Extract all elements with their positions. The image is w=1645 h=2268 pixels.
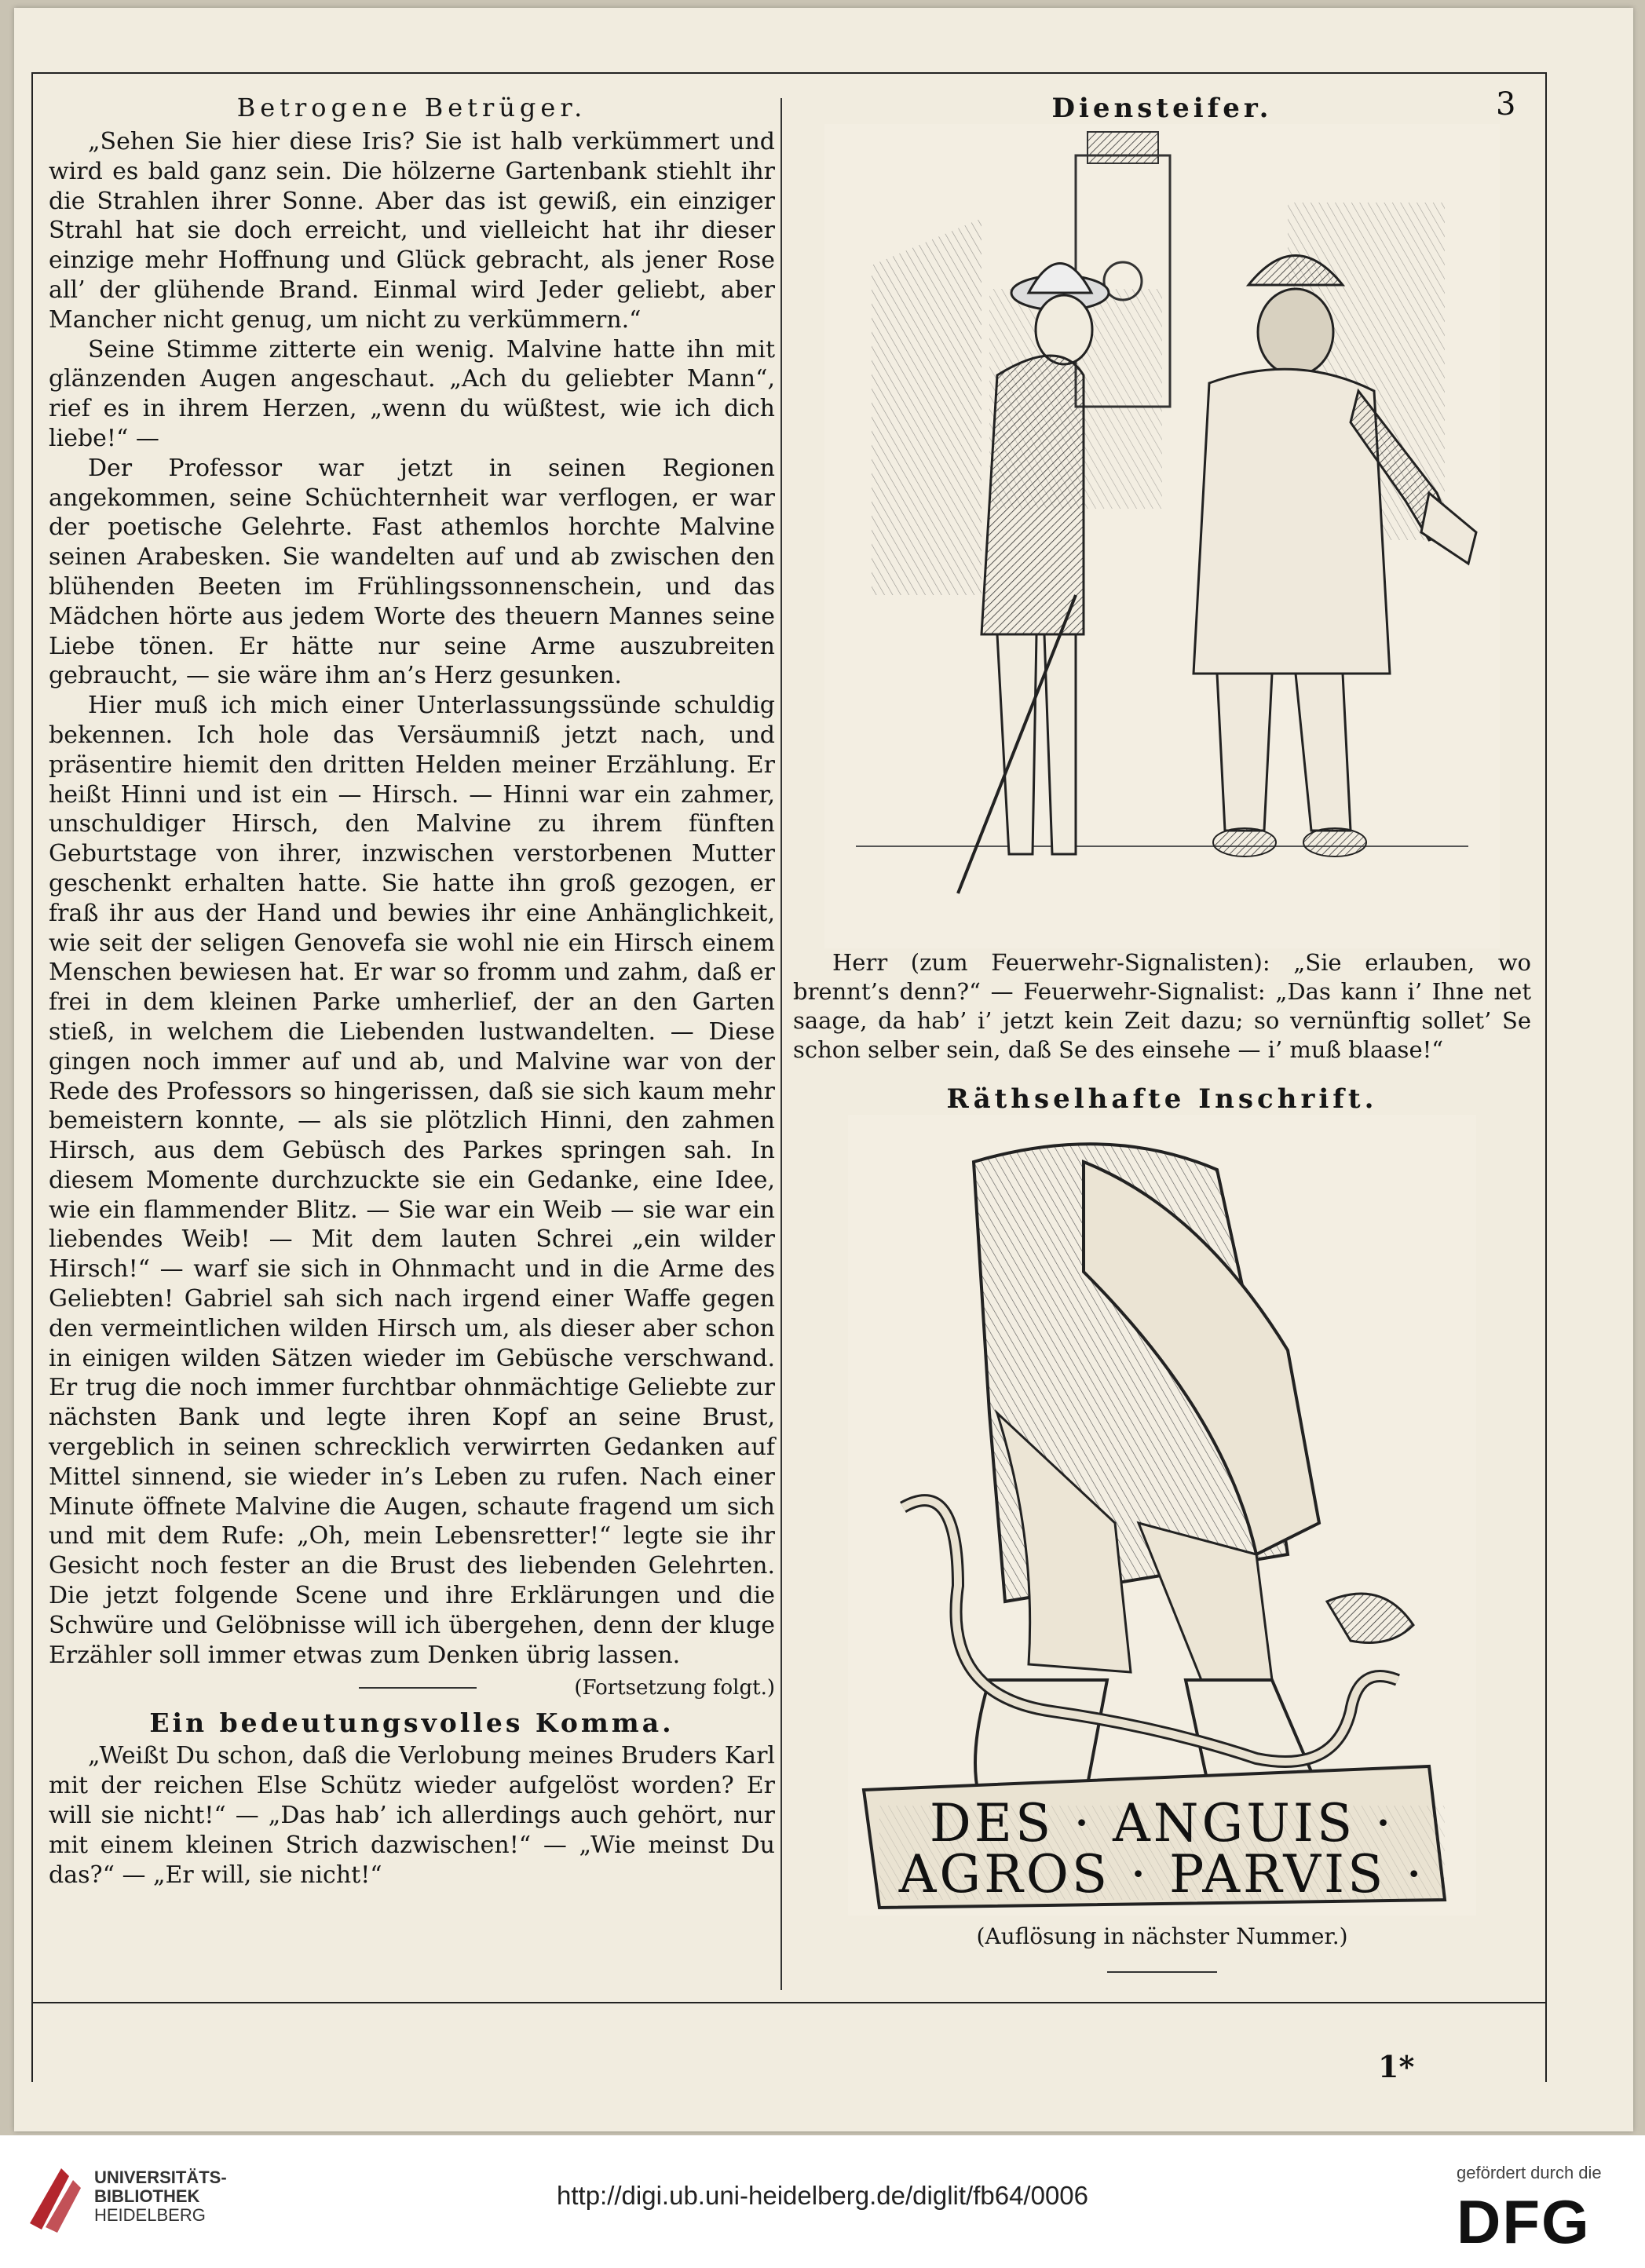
comma-article-title: Ein bedeutungsvolles Komma.	[149, 1707, 674, 1739]
illustration-caption-2: (Auflösung in nächster Nummer.)	[976, 1923, 1348, 1949]
statue-inscription-illustration	[848, 1115, 1476, 1916]
source-url-link[interactable]: http://digi.ub.uni-heidelberg.de/diglit/fb64/0006	[557, 2181, 1088, 2210]
firefighter-illustration	[824, 124, 1500, 948]
signature-mark: 1*	[1378, 2049, 1415, 2084]
frame-rule-top	[31, 72, 1547, 74]
frame-rule-right	[1545, 72, 1547, 2082]
story-paragraph-4: Hier muß ich mich einer Unterlassungssünde schuldig bekennen. Ich hole das Versäumniß jetzt nach, und präsentire hiemit den dritten Helden meiner Erzählung. Er heißt Hinni und ist ein — Hirsch. — Hinni war ein zahmer, unschuldiger Hirsch, den Malvine zu ihrem fünften Geburtstage von ihrer, inzwischen verstorbenen Mutter geschenkt erhalten hatte. Sie hatte ihn groß gezogen, er fraß ihr aus der Hand und bewies ihr eine Anhänglichkeit, wie seit der seligen Genovefa sie wohl nie ein Hirsch einem Menschen bewiesen hat. Er war so fromm und zahm, daß er frei in dem kleinen Parke umherlief, der an den Garten stieß, in welchem die Liebenden lustwandelten. — Diese gingen noch immer auf und ab, und Malvine war von der Rede des Professors so hingerissen, daß sie sich kaum mehr bemeistern konnte, — als sie plötzlich Hinni, den zahmen Hirsch, aus dem Gebüsch des Parkes springen sah. In diesem Momente durchzuckte sie ein Gedanke, eine Idee, wie ein flammender Blitz. — Sie war ein Weib — sie war ein liebendes Weib! — Mit dem lauten Schrei „ein wilder Hirsch!“ — warf sie sich in Ohnmacht und in die Arme des Geliebten! Gabriel sah sich nach irgend einer Waffe gegen den vermeintlichen wilden Hirsch um, als dieser aber schon in einigen wilden Sätzen wieder im Gebüsche verschwand. Er trug die noch immer furchtbar ohnmächtige Geliebte zur nächsten Bank und legte ihren Kopf an seine Brust, vergeblich in seinen schrecklich verwirrten Gedanken auf Mittel sinnend, sie wieder in’s Leben zu rufen. Nach einer Minute öffnete Malvine die Augen, schaute fragend um sich und mit dem Rufe: „Oh, mein Lebensretter!“ legte sie ihr Gesicht noch fester an die Brust des liebenden Gelehrten. Die jetzt folgende Scene und ihre Erklärungen und die Schwüre und Gelöbnisse will ich übergehen, denn der kluge Erzähler soll immer etwas zum Denken übrig lassen.	[49, 692, 775, 1669]
column-separator	[780, 98, 782, 1990]
frame-rule-bottom	[31, 2002, 1547, 2003]
story-title: Betrogene Betrüger.	[236, 93, 587, 122]
continuation-row	[49, 1676, 775, 1700]
illustration-title-2: Räthselhafte Inschrift.	[946, 1083, 1378, 1115]
inscription-line-2: AGROS · PARVIS ·	[898, 1844, 1426, 1905]
library-name-line-1: UNIVERSITÄTS-	[94, 2168, 227, 2187]
funding-note: gefördert durch die	[1457, 2163, 1602, 2182]
page-number: 3	[1496, 86, 1516, 122]
dfg-logo[interactable]: DFG	[1457, 2187, 1591, 2256]
comma-article-text: „Weißt Du schon, daß die Verlobung meines Bruders Karl mit der reichen Else Schütz wieder aufgelöst worden? Er will sie nicht!“ — „Das hab’ ich allerdings auch gehört, nur mit einem kleinen Strich dazwischen!“ — „Wie meinst Du das?“ — „Er will, sie nicht!“	[49, 1742, 775, 1889]
right-column	[793, 93, 1531, 1973]
left-column	[49, 93, 775, 1890]
section-divider	[359, 1687, 477, 1689]
library-name-line-3: HEIDELBERG	[94, 2205, 206, 2225]
illustration-caption-1: Herr (zum Feuerwehr-Signalisten): „Sie erlauben, wo brennt’s denn?“ — Feuerwehr-Signalist: „Das kann i’ Ihne net saage, da hab’ i’ jetzt kein Zeit dazu; so vernünftig sollet’ Se schon selber sein, daß Se des einsehe — i’ muß blaase!“	[793, 949, 1531, 1063]
library-name-line-2: BIBLIOTHEK	[94, 2186, 200, 2206]
section-divider-right	[1107, 1971, 1217, 1973]
illustration-title-1: Diensteifer.	[1051, 93, 1273, 124]
story-paragraph-3: Der Professor war jetzt in seinen Regionen angekommen, seine Schüchternheit war verflogen, er war der poetische Gelehrte. Fast athemlos horchte Malvine seinen Arabesken. Sie wandelten auf und ab zwischen den blühenden Beeten im Frühlingssonnenschein, und das Mädchen hörte aus jedem Worte des theuern Mannes seine Liebe tönen. Er hätte nur seine Arme auszubreiten gebraucht, — sie wäre ihm an’s Herz gesunken.	[49, 454, 775, 690]
story-paragraph-1: „Sehen Sie hier diese Iris? Sie ist halb verkümmert und wird es bald ganz sein. Die hölzerne Gartenbank stiehlt ihr die Strahlen ihrer Sonne. Aber das ist gewiß, ein einziger Strahl hat sie doch erreicht, und vielleicht hat ihr dieser einzige mehr Hoffnung und Glück gebracht, als jener Rose all’ der glühende Brand. Einmal wird Jeder geliebt, aber Mancher nicht genug, um nicht zu verkümmern.“	[49, 128, 775, 334]
inscription-line-1: DES · ANGUIS ·	[929, 1793, 1395, 1853]
frame-rule-left	[31, 72, 33, 2082]
continuation-note: (Fortsetzung folgt.)	[574, 1676, 775, 1700]
story-paragraph-2: Seine Stimme zitterte ein wenig. Malvine hatte ihn mit glänzenden Augen angeschaut. „Ach du geliebter Mann“, rief es in ihrem Herzen, „wenn du wüßtest, wie ich dich liebe!“ —	[49, 335, 775, 452]
